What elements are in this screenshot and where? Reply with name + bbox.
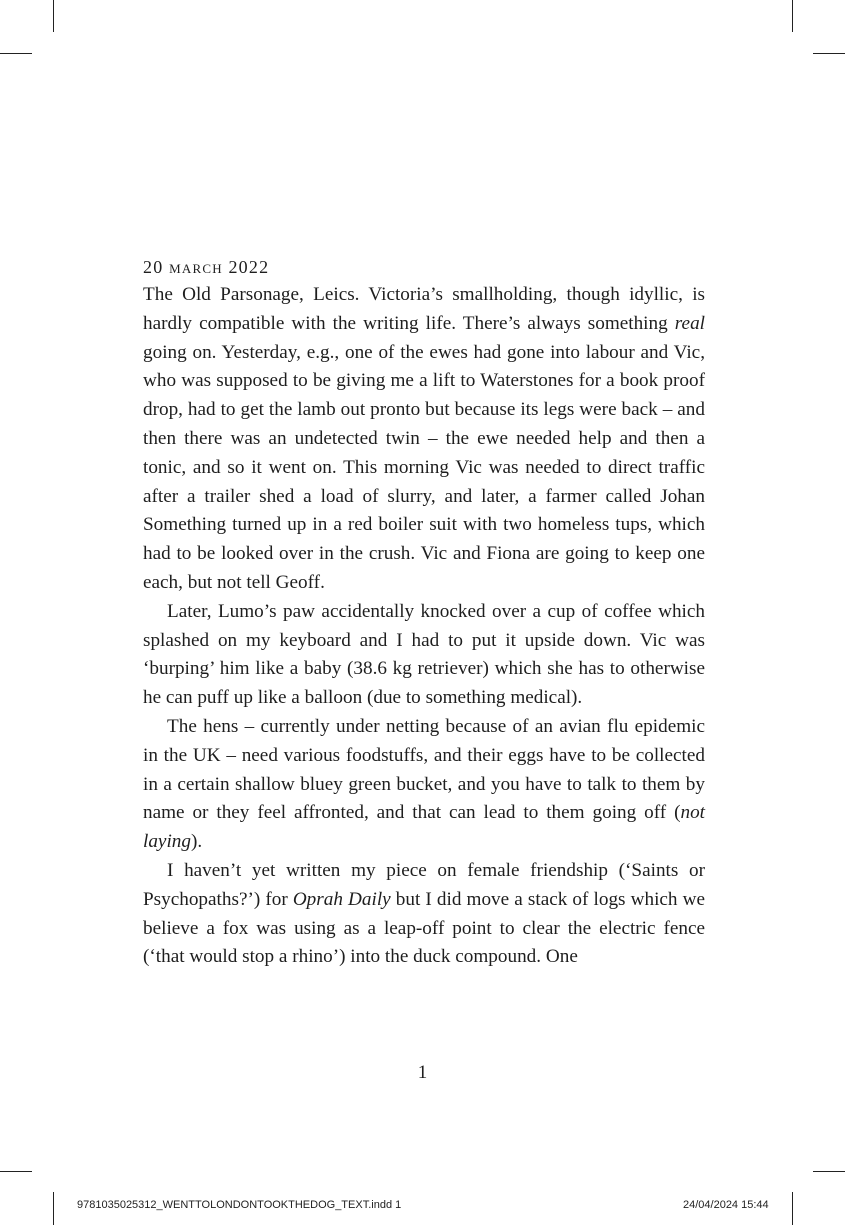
crop-mark-top-left: [53, 0, 54, 32]
crop-mark-bottom-right: [792, 1192, 793, 1225]
entry-body: [143, 281, 705, 972]
text-run: ).: [190, 831, 203, 853]
page-number: 1: [417, 1062, 428, 1083]
slug-filename: 9781035025312_WENTTOLONDONTOOKTHEDOG_TEXT.indd 1: [77, 1199, 402, 1211]
text-run: but I did move a stack of logs which we believe a fox was using as a leap-off point to clear the electric fence (‘that would stop a rhino’) into the duck compound. One: [143, 888, 705, 968]
paragraph: [143, 857, 705, 972]
crop-mark-top-right: [792, 0, 793, 32]
crop-mark-bottom-right-horizontal: [813, 1171, 845, 1172]
text-run: going on. Yesterday, e.g., one of the ewes had gone into labour and Vic, who was supposed to be giving me a lift to Waterstones for a book proof drop, had to get the lamb out pronto but because its legs were back – and then there was an undetected twin – the ewe needed help and then a tonic, and so it went on. This morning Vic was needed to direct traffic after a trailer shed a load of slurry, and later, a farmer called Johan Something turned up in a red boiler suit with two homeless tups, which had to be looked over in the crush. Vic and Fiona are going to keep one each, but not tell Geoff.: [143, 341, 705, 593]
text-run: I haven’t yet written my piece on female friendship (‘Saints or Psychopaths?’) for: [143, 859, 705, 910]
italic-run: not laying: [143, 802, 705, 853]
diary-entry: [143, 253, 705, 972]
crop-mark-top-left-horizontal: [0, 53, 32, 54]
slug-timestamp: 24/04/2024 15:44: [683, 1199, 769, 1211]
paragraph: [143, 598, 705, 713]
text-run: The Old Parsonage, Leics. Victoria’s smallholding, though idyllic, is hardly compatible with the writing life. There’s always something: [143, 284, 705, 334]
paragraph: [143, 713, 705, 857]
crop-mark-top-right-horizontal: [813, 53, 845, 54]
italic-run: real: [674, 312, 705, 334]
text-run: The hens – currently under netting because of an avian flu epidemic in the UK – need various foodstuffs, and their eggs have to be collected in a certain shallow bluey green bucket, and you have to talk to them by name or they feel affronted, and that can lead to them going off (: [143, 715, 705, 824]
text-run: Later, Lumo’s paw accidentally knocked over a cup of coffee which splashed on my keyboard and I had to put it upside down. Vic was ‘burping’ him like a baby (38.6 kg retriever) which she has to otherwise he can puff up like a balloon (due to something medical).: [143, 600, 705, 709]
paragraph: [143, 281, 705, 598]
entry-date-heading: 20 march 2022: [143, 257, 270, 277]
crop-mark-bottom-left: [53, 1192, 54, 1225]
crop-mark-bottom-left-horizontal: [0, 1171, 32, 1172]
italic-run: Oprah Daily: [292, 888, 391, 910]
